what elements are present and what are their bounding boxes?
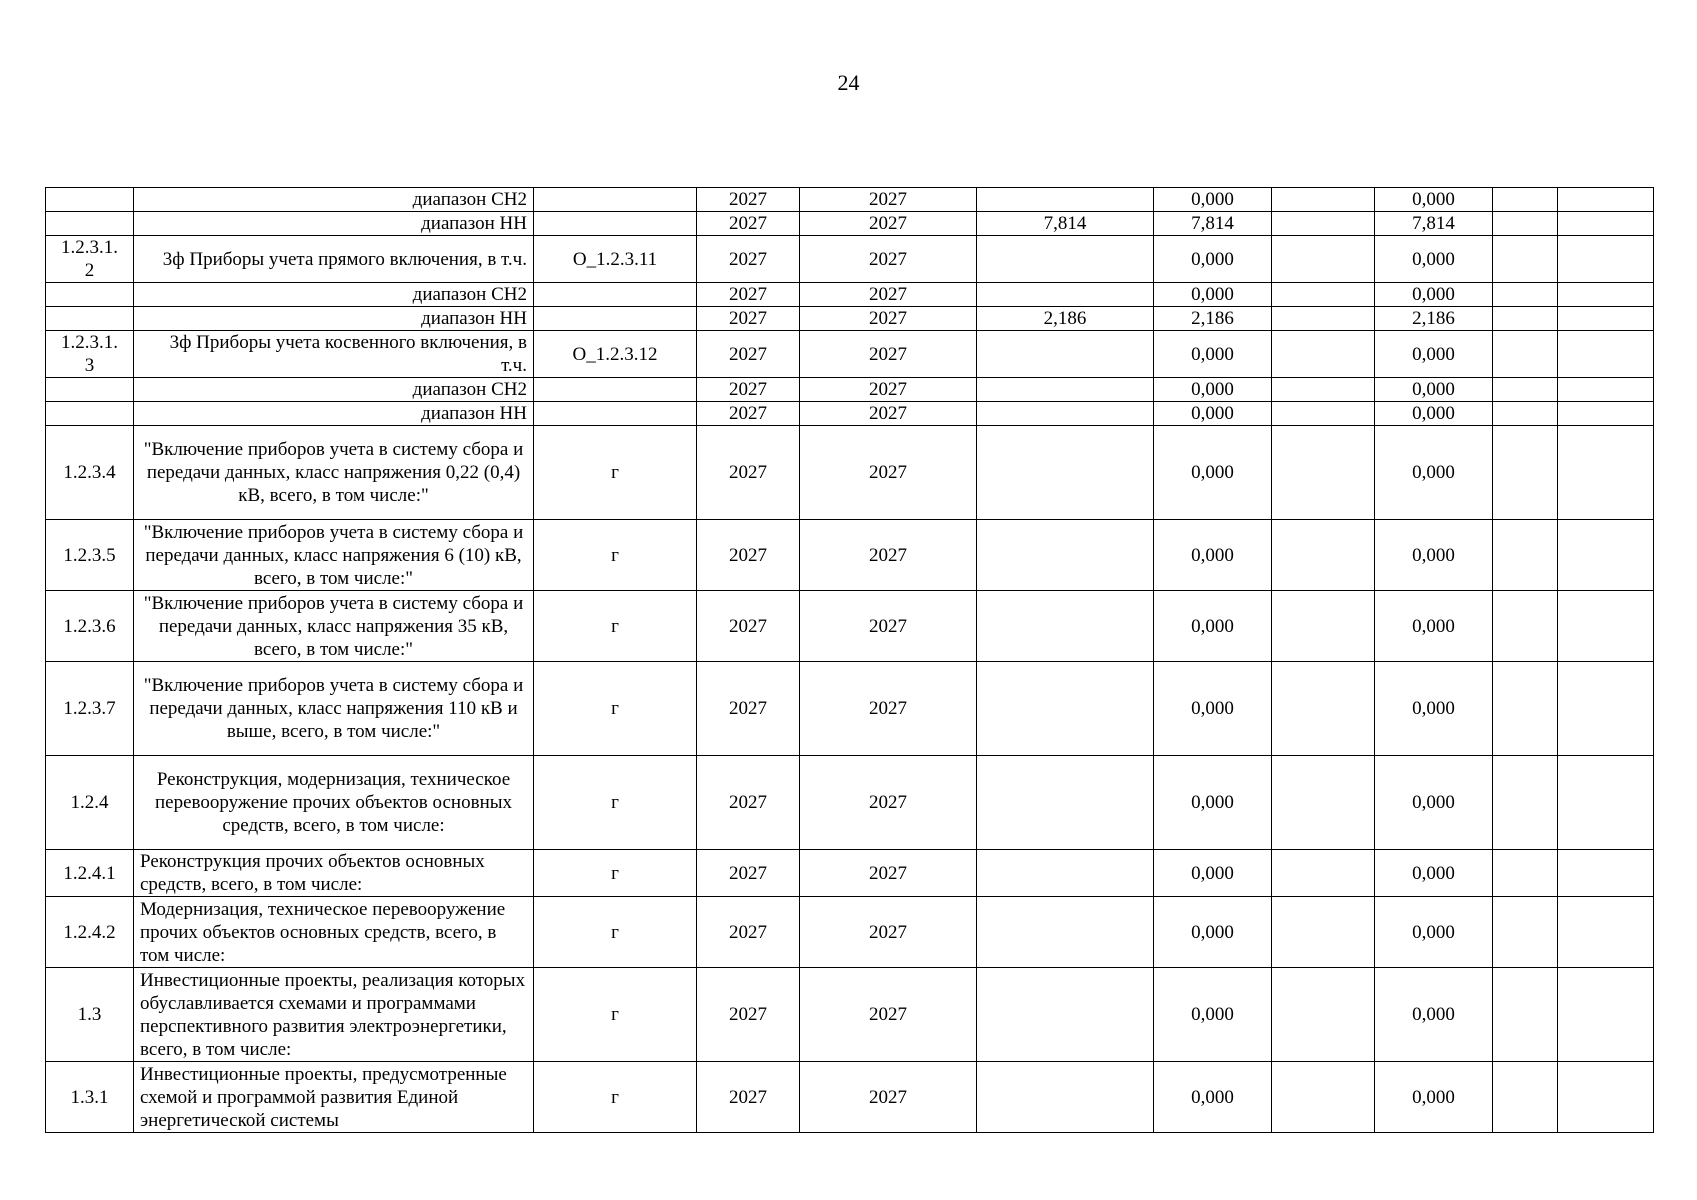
row-value-4: 0,000 — [1375, 378, 1493, 402]
row-id — [534, 378, 697, 402]
table-row — [46, 212, 1654, 236]
table-row — [46, 1062, 1654, 1133]
row-value-5 — [1493, 1062, 1558, 1133]
row-value-4: 0,000 — [1375, 1062, 1493, 1133]
row-year-end: 2027 — [800, 283, 977, 307]
row-value-4: 0,000 — [1375, 591, 1493, 662]
table-row — [46, 378, 1654, 402]
row-value-1: 7,814 — [977, 212, 1154, 236]
row-id — [534, 307, 697, 331]
row-year-end: 2027 — [800, 1062, 977, 1133]
row-year-start: 2027 — [697, 662, 800, 756]
row-code: 1.2.3.6 — [46, 591, 134, 662]
row-year-end: 2027 — [800, 307, 977, 331]
row-value-2: 0,000 — [1154, 426, 1272, 520]
row-value-5 — [1493, 426, 1558, 520]
row-name: диапазон НН — [134, 212, 534, 236]
row-id — [534, 188, 697, 212]
row-value-3 — [1272, 188, 1375, 212]
row-value-2: 0,000 — [1154, 1062, 1272, 1133]
row-value-1 — [977, 591, 1154, 662]
row-name: диапазон СН2 — [134, 283, 534, 307]
row-value-5 — [1493, 283, 1558, 307]
row-name: диапазон НН — [134, 402, 534, 426]
row-value-3 — [1272, 520, 1375, 591]
row-year-start: 2027 — [697, 378, 800, 402]
table-row — [46, 662, 1654, 756]
row-value-6 — [1558, 662, 1654, 756]
row-value-1 — [977, 520, 1154, 591]
row-year-end: 2027 — [800, 402, 977, 426]
row-value-6 — [1558, 591, 1654, 662]
row-code: 1.2.4.1 — [46, 850, 134, 897]
row-value-6 — [1558, 426, 1654, 520]
row-name: Реконструкция, модернизация, техническое перевооружение прочих объектов основных средств, всего, в том числе: — [134, 756, 534, 850]
row-value-3 — [1272, 897, 1375, 968]
row-value-1 — [977, 1062, 1154, 1133]
row-value-2: 0,000 — [1154, 662, 1272, 756]
row-value-3 — [1272, 283, 1375, 307]
row-code: 1.2.3.1. 3 — [46, 331, 134, 378]
row-id: О_1.2.3.12 — [534, 331, 697, 378]
row-value-5 — [1493, 188, 1558, 212]
row-value-5 — [1493, 850, 1558, 897]
row-id: О_1.2.3.11 — [534, 236, 697, 283]
table-row — [46, 236, 1654, 283]
row-code: 1.3.1 — [46, 1062, 134, 1133]
row-code — [46, 283, 134, 307]
row-name: диапазон СН2 — [134, 378, 534, 402]
row-value-6 — [1558, 307, 1654, 331]
row-value-6 — [1558, 236, 1654, 283]
row-value-5 — [1493, 591, 1558, 662]
row-value-5 — [1493, 331, 1558, 378]
row-value-3 — [1272, 331, 1375, 378]
row-value-2: 2,186 — [1154, 307, 1272, 331]
row-value-1 — [977, 426, 1154, 520]
row-id — [534, 402, 697, 426]
table-row — [46, 331, 1654, 378]
row-year-start: 2027 — [697, 188, 800, 212]
row-value-4: 0,000 — [1375, 850, 1493, 897]
row-name: Модернизация, техническое перевооружение прочих объектов основных средств, всего, в том числе: — [134, 897, 534, 968]
table-row — [46, 968, 1654, 1062]
row-year-start: 2027 — [697, 1062, 800, 1133]
row-value-6 — [1558, 378, 1654, 402]
row-value-2: 0,000 — [1154, 591, 1272, 662]
row-code: 1.2.3.5 — [46, 520, 134, 591]
row-year-end: 2027 — [800, 331, 977, 378]
row-year-end: 2027 — [800, 426, 977, 520]
row-value-2: 0,000 — [1154, 520, 1272, 591]
row-value-3 — [1272, 402, 1375, 426]
row-value-1 — [977, 968, 1154, 1062]
table-row — [46, 520, 1654, 591]
table-row — [46, 188, 1654, 212]
row-year-start: 2027 — [697, 897, 800, 968]
row-value-1 — [977, 850, 1154, 897]
row-value-6 — [1558, 331, 1654, 378]
row-value-2: 0,000 — [1154, 236, 1272, 283]
row-id: г — [534, 662, 697, 756]
row-year-end: 2027 — [800, 850, 977, 897]
row-name: "Включение приборов учета в систему сбора и передачи данных, класс напряжения 35 кВ, всего, в том числе:" — [134, 591, 534, 662]
row-value-2: 0,000 — [1154, 331, 1272, 378]
row-value-2: 7,814 — [1154, 212, 1272, 236]
row-name: Реконструкция прочих объектов основных средств, всего, в том числе: — [134, 850, 534, 897]
table-row — [46, 307, 1654, 331]
row-value-1 — [977, 662, 1154, 756]
row-id — [534, 212, 697, 236]
row-code: 1.2.4.2 — [46, 897, 134, 968]
row-year-start: 2027 — [697, 426, 800, 520]
row-id: г — [534, 850, 697, 897]
row-value-5 — [1493, 212, 1558, 236]
table-row — [46, 402, 1654, 426]
row-year-start: 2027 — [697, 520, 800, 591]
row-year-start: 2027 — [697, 850, 800, 897]
row-year-end: 2027 — [800, 188, 977, 212]
row-name: Инвестиционные проекты, предусмотренные схемой и программой развития Единой энергетической системы — [134, 1062, 534, 1133]
row-value-2: 0,000 — [1154, 850, 1272, 897]
row-value-4: 0,000 — [1375, 426, 1493, 520]
row-value-4: 0,000 — [1375, 283, 1493, 307]
row-value-5 — [1493, 402, 1558, 426]
row-value-4: 0,000 — [1375, 968, 1493, 1062]
row-name: Инвестиционные проекты, реализация которых обуславливается схемами и программами перспективного развития электроэнергетики, всего, в том числе: — [134, 968, 534, 1062]
row-value-4: 0,000 — [1375, 188, 1493, 212]
row-code: 1.3 — [46, 968, 134, 1062]
row-value-2: 0,000 — [1154, 897, 1272, 968]
row-value-5 — [1493, 520, 1558, 591]
row-code: 1.2.4 — [46, 756, 134, 850]
row-value-2: 0,000 — [1154, 968, 1272, 1062]
row-code — [46, 212, 134, 236]
row-value-4: 0,000 — [1375, 520, 1493, 591]
row-year-start: 2027 — [697, 307, 800, 331]
row-value-1 — [977, 378, 1154, 402]
row-value-3 — [1272, 850, 1375, 897]
row-id: г — [534, 968, 697, 1062]
row-value-5 — [1493, 756, 1558, 850]
row-year-end: 2027 — [800, 662, 977, 756]
row-value-3 — [1272, 212, 1375, 236]
row-value-1 — [977, 402, 1154, 426]
row-value-5 — [1493, 968, 1558, 1062]
row-value-6 — [1558, 402, 1654, 426]
row-year-start: 2027 — [697, 968, 800, 1062]
row-value-4: 0,000 — [1375, 331, 1493, 378]
row-code: 1.2.3.7 — [46, 662, 134, 756]
row-value-1 — [977, 283, 1154, 307]
table-body — [46, 188, 1654, 1133]
row-value-1 — [977, 897, 1154, 968]
row-value-4: 0,000 — [1375, 402, 1493, 426]
table-row — [46, 591, 1654, 662]
row-year-end: 2027 — [800, 520, 977, 591]
row-value-6 — [1558, 897, 1654, 968]
row-value-4: 0,000 — [1375, 662, 1493, 756]
row-value-3 — [1272, 378, 1375, 402]
row-code: 1.2.3.1. 2 — [46, 236, 134, 283]
row-id: г — [534, 1062, 697, 1133]
investment-table — [45, 187, 1654, 1133]
row-code — [46, 402, 134, 426]
row-id: г — [534, 520, 697, 591]
row-value-5 — [1493, 378, 1558, 402]
row-value-5 — [1493, 236, 1558, 283]
row-id: г — [534, 426, 697, 520]
table-row — [46, 850, 1654, 897]
row-code — [46, 307, 134, 331]
row-value-4: 0,000 — [1375, 756, 1493, 850]
row-value-6 — [1558, 1062, 1654, 1133]
row-id: г — [534, 897, 697, 968]
row-value-3 — [1272, 236, 1375, 283]
row-value-1 — [977, 236, 1154, 283]
row-value-6 — [1558, 968, 1654, 1062]
row-value-4: 2,186 — [1375, 307, 1493, 331]
row-name: "Включение приборов учета в систему сбора и передачи данных, класс напряжения 110 кВ и выше, всего, в том числе:" — [134, 662, 534, 756]
row-value-3 — [1272, 1062, 1375, 1133]
table-row — [46, 426, 1654, 520]
row-value-2: 0,000 — [1154, 402, 1272, 426]
row-name: 3ф Приборы учета косвенного включения, в т.ч. — [134, 331, 534, 378]
row-value-3 — [1272, 968, 1375, 1062]
row-value-3 — [1272, 756, 1375, 850]
row-id: г — [534, 756, 697, 850]
row-year-start: 2027 — [697, 591, 800, 662]
row-id — [534, 283, 697, 307]
row-value-6 — [1558, 520, 1654, 591]
row-year-start: 2027 — [697, 283, 800, 307]
row-year-end: 2027 — [800, 591, 977, 662]
page-number: 24 — [837, 70, 860, 95]
row-year-end: 2027 — [800, 756, 977, 850]
row-value-5 — [1493, 662, 1558, 756]
row-value-4: 7,814 — [1375, 212, 1493, 236]
row-value-6 — [1558, 188, 1654, 212]
row-year-start: 2027 — [697, 331, 800, 378]
row-year-start: 2027 — [697, 402, 800, 426]
row-value-5 — [1493, 307, 1558, 331]
row-value-6 — [1558, 850, 1654, 897]
row-value-2: 0,000 — [1154, 756, 1272, 850]
row-value-1 — [977, 756, 1154, 850]
row-value-1 — [977, 331, 1154, 378]
row-value-2: 0,000 — [1154, 378, 1272, 402]
row-value-3 — [1272, 662, 1375, 756]
row-code — [46, 188, 134, 212]
row-name: 3ф Приборы учета прямого включения, в т.ч. — [134, 236, 534, 283]
row-value-3 — [1272, 307, 1375, 331]
row-value-6 — [1558, 283, 1654, 307]
row-value-3 — [1272, 426, 1375, 520]
table-row — [46, 283, 1654, 307]
row-value-1 — [977, 188, 1154, 212]
row-value-2: 0,000 — [1154, 188, 1272, 212]
table-row — [46, 756, 1654, 850]
row-value-1: 2,186 — [977, 307, 1154, 331]
row-name: "Включение приборов учета в систему сбора и передачи данных, класс напряжения 6 (10) кВ, всего, в том числе:" — [134, 520, 534, 591]
row-year-end: 2027 — [800, 212, 977, 236]
row-value-2: 0,000 — [1154, 283, 1272, 307]
row-name: диапазон НН — [134, 307, 534, 331]
row-year-end: 2027 — [800, 378, 977, 402]
row-year-end: 2027 — [800, 968, 977, 1062]
row-value-6 — [1558, 756, 1654, 850]
row-code: 1.2.3.4 — [46, 426, 134, 520]
row-name: диапазон СН2 — [134, 188, 534, 212]
row-value-4: 0,000 — [1375, 897, 1493, 968]
row-value-3 — [1272, 591, 1375, 662]
row-year-start: 2027 — [697, 212, 800, 236]
row-value-5 — [1493, 897, 1558, 968]
row-year-end: 2027 — [800, 236, 977, 283]
row-id: г — [534, 591, 697, 662]
row-name: "Включение приборов учета в систему сбора и передачи данных, класс напряжения 0,22 (0,4) кВ, всего, в том числе:" — [134, 426, 534, 520]
row-code — [46, 378, 134, 402]
row-year-start: 2027 — [697, 236, 800, 283]
row-value-4: 0,000 — [1375, 236, 1493, 283]
row-year-end: 2027 — [800, 897, 977, 968]
row-value-6 — [1558, 212, 1654, 236]
row-year-start: 2027 — [697, 756, 800, 850]
table-row — [46, 897, 1654, 968]
